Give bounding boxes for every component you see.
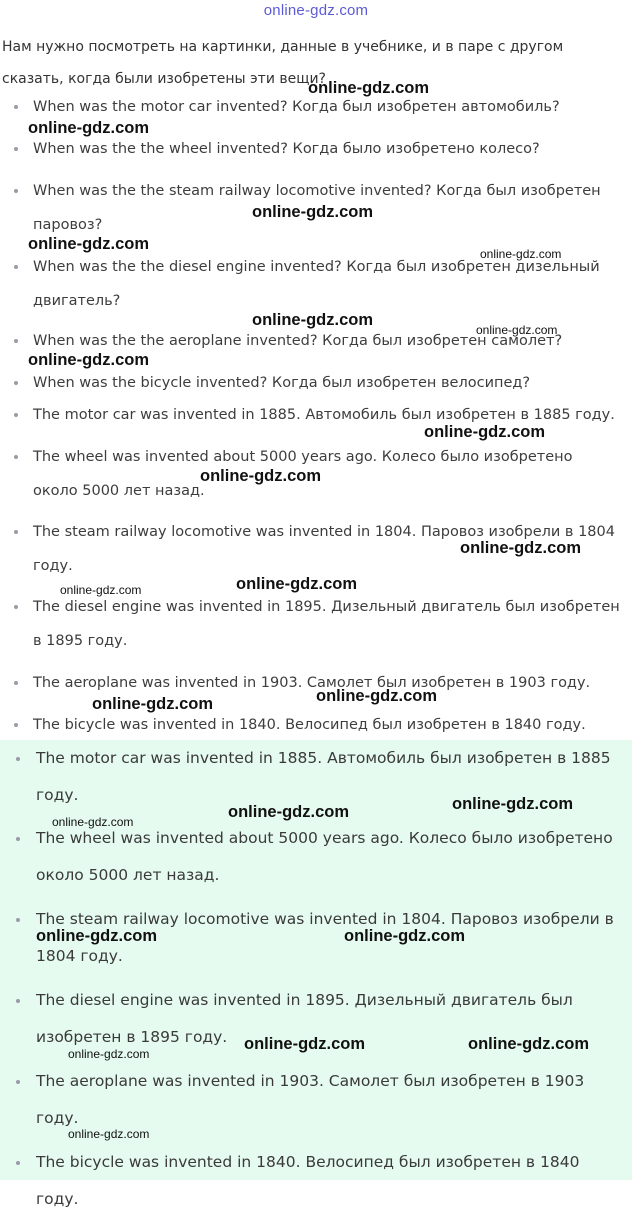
bullet-icon xyxy=(16,757,20,761)
watermark: online-gdz.com xyxy=(252,311,373,329)
bullet-icon xyxy=(14,605,18,609)
highlighted-answer-text: The wheel was invented about 5000 years ago. Колесо было изобретено около 5000 лет назад. xyxy=(36,829,613,884)
bullet-icon xyxy=(14,723,18,727)
answer-text: The aeroplane was invented in 1903. Самолет был изобретен в 1903 году. xyxy=(33,675,591,691)
watermark: online-gdz.com xyxy=(308,79,429,97)
highlighted-answer-item xyxy=(16,1144,616,1218)
intro-text: Нам нужно посмотреть на картинки, данные в учебнике, и в паре с другом сказать, когда были изобретены эти вещи? xyxy=(2,39,564,87)
bullet-icon xyxy=(14,681,18,685)
bullet-icon xyxy=(16,1161,20,1165)
watermark: online-gdz.com xyxy=(228,803,349,821)
watermark: online-gdz.com xyxy=(36,927,157,945)
highlighted-answer-text: The diesel engine was invented in 1895. Дизельный двигатель был изобретен в 1895 году. xyxy=(36,991,573,1046)
bullet-icon xyxy=(14,189,18,193)
bullet-icon xyxy=(14,530,18,534)
watermark: online-gdz.com xyxy=(28,119,149,137)
answer-text: The bicycle was invented in 1840. Велосипед был изобретен в 1840 году. xyxy=(33,717,586,733)
watermark: online-gdz.com xyxy=(200,467,321,485)
bullet-icon xyxy=(16,837,20,841)
highlighted-answer-text: The motor car was invented in 1885. Автомобиль был изобретен в 1885 году. xyxy=(36,749,611,804)
watermark: online-gdz.com xyxy=(244,1035,365,1053)
question-text: When was the motor car invented? Когда был изобретен автомобиль? xyxy=(33,99,560,115)
site-watermark-header: online-gdz.com xyxy=(263,2,369,19)
bullet-icon xyxy=(14,105,18,109)
bullet-icon xyxy=(14,147,18,151)
watermark: online-gdz.com xyxy=(480,247,562,261)
highlighted-answer-text: The bicycle was invented in 1840. Велосипед был изобретен в 1840 году. xyxy=(36,1153,580,1208)
highlighted-answer-text: The aeroplane was invented in 1903. Самолет был изобретен в 1903 году. xyxy=(36,1072,585,1127)
watermark: online-gdz.com xyxy=(424,423,545,441)
highlighted-answer-text: The steam railway locomotive was invented in 1804. Паровоз изобрели в 1804 году. xyxy=(36,910,614,965)
bullet-icon xyxy=(16,999,20,1003)
watermark: online-gdz.com xyxy=(60,583,142,597)
watermark: online-gdz.com xyxy=(28,351,149,369)
highlighted-answer-item xyxy=(16,1063,616,1137)
watermark: online-gdz.com xyxy=(344,927,465,945)
answer-text: The diesel engine was invented in 1895. Дизельный двигатель был изобретен в 1895 году. xyxy=(33,599,620,649)
question-item xyxy=(14,366,620,400)
watermark: online-gdz.com xyxy=(236,575,357,593)
watermark: online-gdz.com xyxy=(468,1035,589,1053)
watermark: online-gdz.com xyxy=(476,323,558,337)
question-text: When was the bicycle invented? Когда был изобретен велосипед? xyxy=(33,375,531,391)
bullet-icon xyxy=(16,1080,20,1084)
bullet-icon xyxy=(16,918,20,922)
highlighted-answer-item xyxy=(16,820,616,894)
watermark: online-gdz.com xyxy=(252,203,373,221)
bullet-icon xyxy=(14,265,18,269)
watermark: online-gdz.com xyxy=(28,235,149,253)
question-text: When was the the steam railway locomotive invented? Когда был изобретен паровоз? xyxy=(33,183,601,233)
bullet-icon xyxy=(14,455,18,459)
answer-item xyxy=(14,590,620,658)
watermark: online-gdz.com xyxy=(452,795,573,813)
question-text: When was the the aeroplane invented? Когда был изобретен самолет? xyxy=(33,333,563,349)
watermark: online-gdz.com xyxy=(460,539,581,557)
question-text: When was the the wheel invented? Когда было изобретено колесо? xyxy=(33,141,540,157)
question-text: When was the the diesel engine invented? Когда был изобретен дизельный двигатель? xyxy=(33,259,600,309)
bullet-icon xyxy=(14,381,18,385)
watermark: online-gdz.com xyxy=(316,687,437,705)
answer-text: The motor car was invented in 1885. Автомобиль был изобретен в 1885 году. xyxy=(33,407,615,423)
watermark: online-gdz.com xyxy=(68,1127,150,1141)
watermark: online-gdz.com xyxy=(92,695,213,713)
bullet-icon xyxy=(14,413,18,417)
answer-text: The wheel was invented about 5000 years ago. Колесо было изобретено около 5000 лет назад. xyxy=(33,449,573,499)
watermark: online-gdz.com xyxy=(68,1047,150,1061)
watermark: online-gdz.com xyxy=(52,815,134,829)
answer-text: The steam railway locomotive was invented in 1804. Паровоз изобрели в 1804 году. xyxy=(33,524,615,574)
bullet-icon xyxy=(14,339,18,343)
